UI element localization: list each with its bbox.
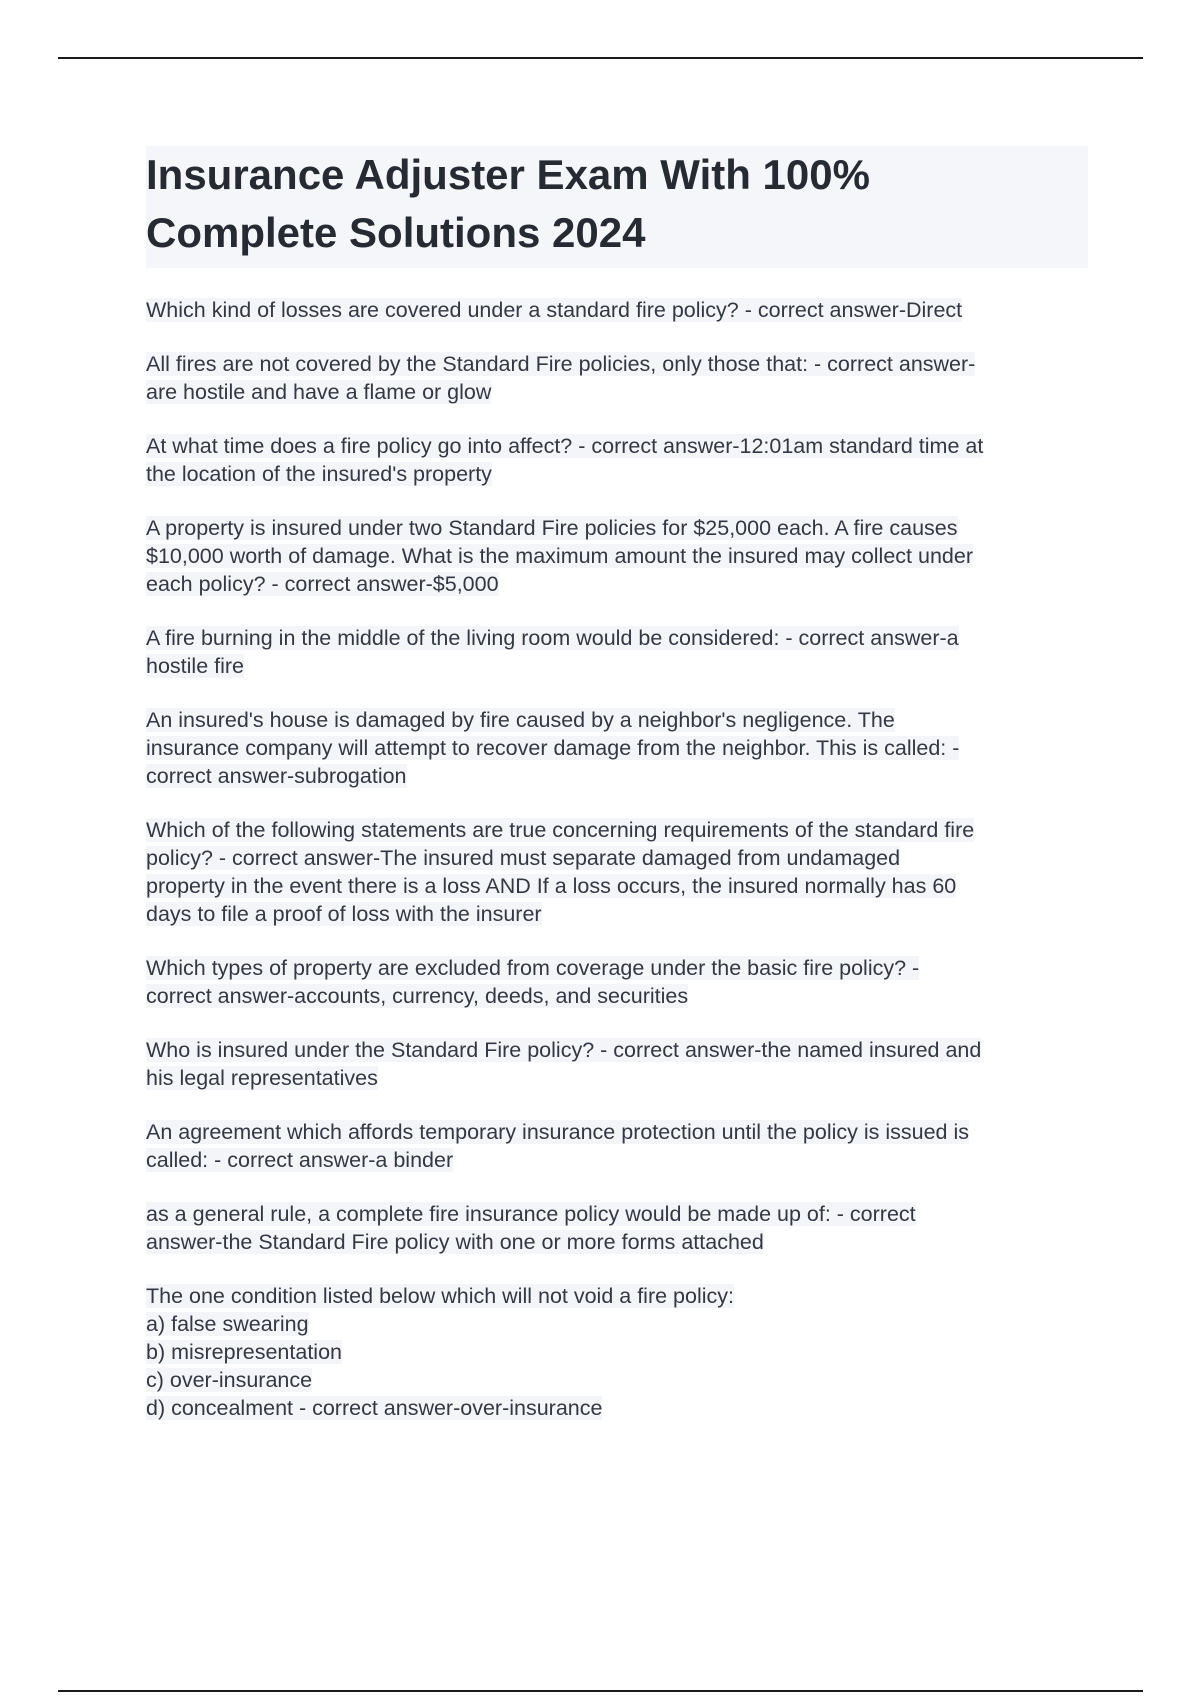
qa-line [146,762,1088,790]
qa-item [146,1200,1088,1256]
qa-line [146,1146,1088,1174]
qa-line [146,1366,1088,1394]
qa-line-text: are hostile and have a flame or glow [146,380,492,404]
qa-line [146,1282,1088,1310]
qa-line [146,872,1088,900]
qa-line-text: c) over-insurance [146,1368,313,1392]
qa-line-text: Which kind of losses are covered under a standard fire policy? - correct answer-Direct [146,298,963,322]
qa-item [146,706,1088,790]
qa-item [146,350,1088,406]
qa-line [146,1118,1088,1146]
qa-line [146,954,1088,982]
qa-line [146,1036,1088,1064]
qa-line-text: Who is insured under the Standard Fire policy? - correct answer-the named insured and [146,1038,982,1062]
qa-line [146,1310,1088,1338]
qa-item [146,624,1088,680]
qa-item [146,514,1088,598]
qa-line-text: d) concealment - correct answer-over-insurance [146,1396,603,1420]
header-rule [58,57,1143,59]
qa-line [146,432,1088,460]
qa-line [146,624,1088,652]
qa-line-text: $10,000 worth of damage. What is the maximum amount the insured may collect under [146,544,973,568]
qa-line [146,982,1088,1010]
qa-line [146,1228,1088,1256]
qa-line [146,734,1088,762]
qa-line [146,652,1088,680]
qa-list [146,296,1088,1422]
qa-line-text: insurance company will attempt to recover damage from the neighbor. This is called: - [146,736,960,760]
qa-line-text: hostile fire [146,654,244,678]
qa-line-text: answer-the Standard Fire policy with one or more forms attached [146,1230,764,1254]
document-body [146,146,1088,1448]
qa-line-text: the location of the insured's property [146,462,492,486]
qa-line-text: Which of the following statements are true concerning requirements of the standard fire [146,818,975,842]
qa-item [146,296,1088,324]
qa-line-text: a) false swearing [146,1312,309,1336]
title-line-2: Complete Solutions 2024 [146,209,646,256]
qa-line-text: All fires are not covered by the Standard Fire policies, only those that: - correct answer- [146,352,976,376]
qa-line-text: Which types of property are excluded from coverage under the basic fire policy? - [146,956,920,980]
qa-line-text: days to file a proof of loss with the insurer [146,902,542,926]
qa-line [146,350,1088,378]
qa-line [146,378,1088,406]
footer-rule [58,1690,1143,1692]
qa-line-text: policy? - correct answer-The insured must separate damaged from undamaged [146,846,901,870]
qa-line-text: A fire burning in the middle of the living room would be considered: - correct answer-a [146,626,959,650]
qa-item [146,1282,1088,1422]
qa-line [146,570,1088,598]
qa-line-text: A property is insured under two Standard Fire policies for $25,000 each. A fire causes [146,516,958,540]
qa-item [146,1036,1088,1092]
qa-item [146,954,1088,1010]
qa-line [146,460,1088,488]
qa-line [146,1338,1088,1366]
qa-item [146,816,1088,928]
qa-line-text: correct answer-subrogation [146,764,407,788]
title-line-1: Insurance Adjuster Exam With 100% [146,151,870,198]
qa-line [146,1064,1088,1092]
document-title [146,146,1084,262]
qa-line-text: An agreement which affords temporary insurance protection until the policy is issued is [146,1120,969,1144]
qa-line-text: each policy? - correct answer-$5,000 [146,572,499,596]
qa-line-text: correct answer-accounts, currency, deeds, and securities [146,984,689,1008]
qa-item [146,1118,1088,1174]
qa-line [146,816,1088,844]
qa-line [146,1200,1088,1228]
qa-line [146,1394,1088,1422]
qa-line [146,542,1088,570]
qa-line-text: property in the event there is a loss AND If a loss occurs, the insured normally has 60 [146,874,957,898]
qa-line-text: his legal representatives [146,1066,378,1090]
qa-line-text: as a general rule, a complete fire insurance policy would be made up of: - correct [146,1202,916,1226]
qa-line-text: The one condition listed below which will not void a fire policy: [146,1284,734,1308]
qa-line-text: An insured's house is damaged by fire caused by a neighbor's negligence. The [146,708,895,732]
qa-line [146,296,1088,324]
qa-item [146,432,1088,488]
qa-line-text: b) misrepresentation [146,1340,342,1364]
qa-line [146,706,1088,734]
qa-line-text: called: - correct answer-a binder [146,1148,454,1172]
qa-line [146,514,1088,542]
qa-line-text: At what time does a fire policy go into affect? - correct answer-12:01am standard time at [146,434,984,458]
qa-line [146,844,1088,872]
title-block [146,146,1088,268]
qa-line [146,900,1088,928]
